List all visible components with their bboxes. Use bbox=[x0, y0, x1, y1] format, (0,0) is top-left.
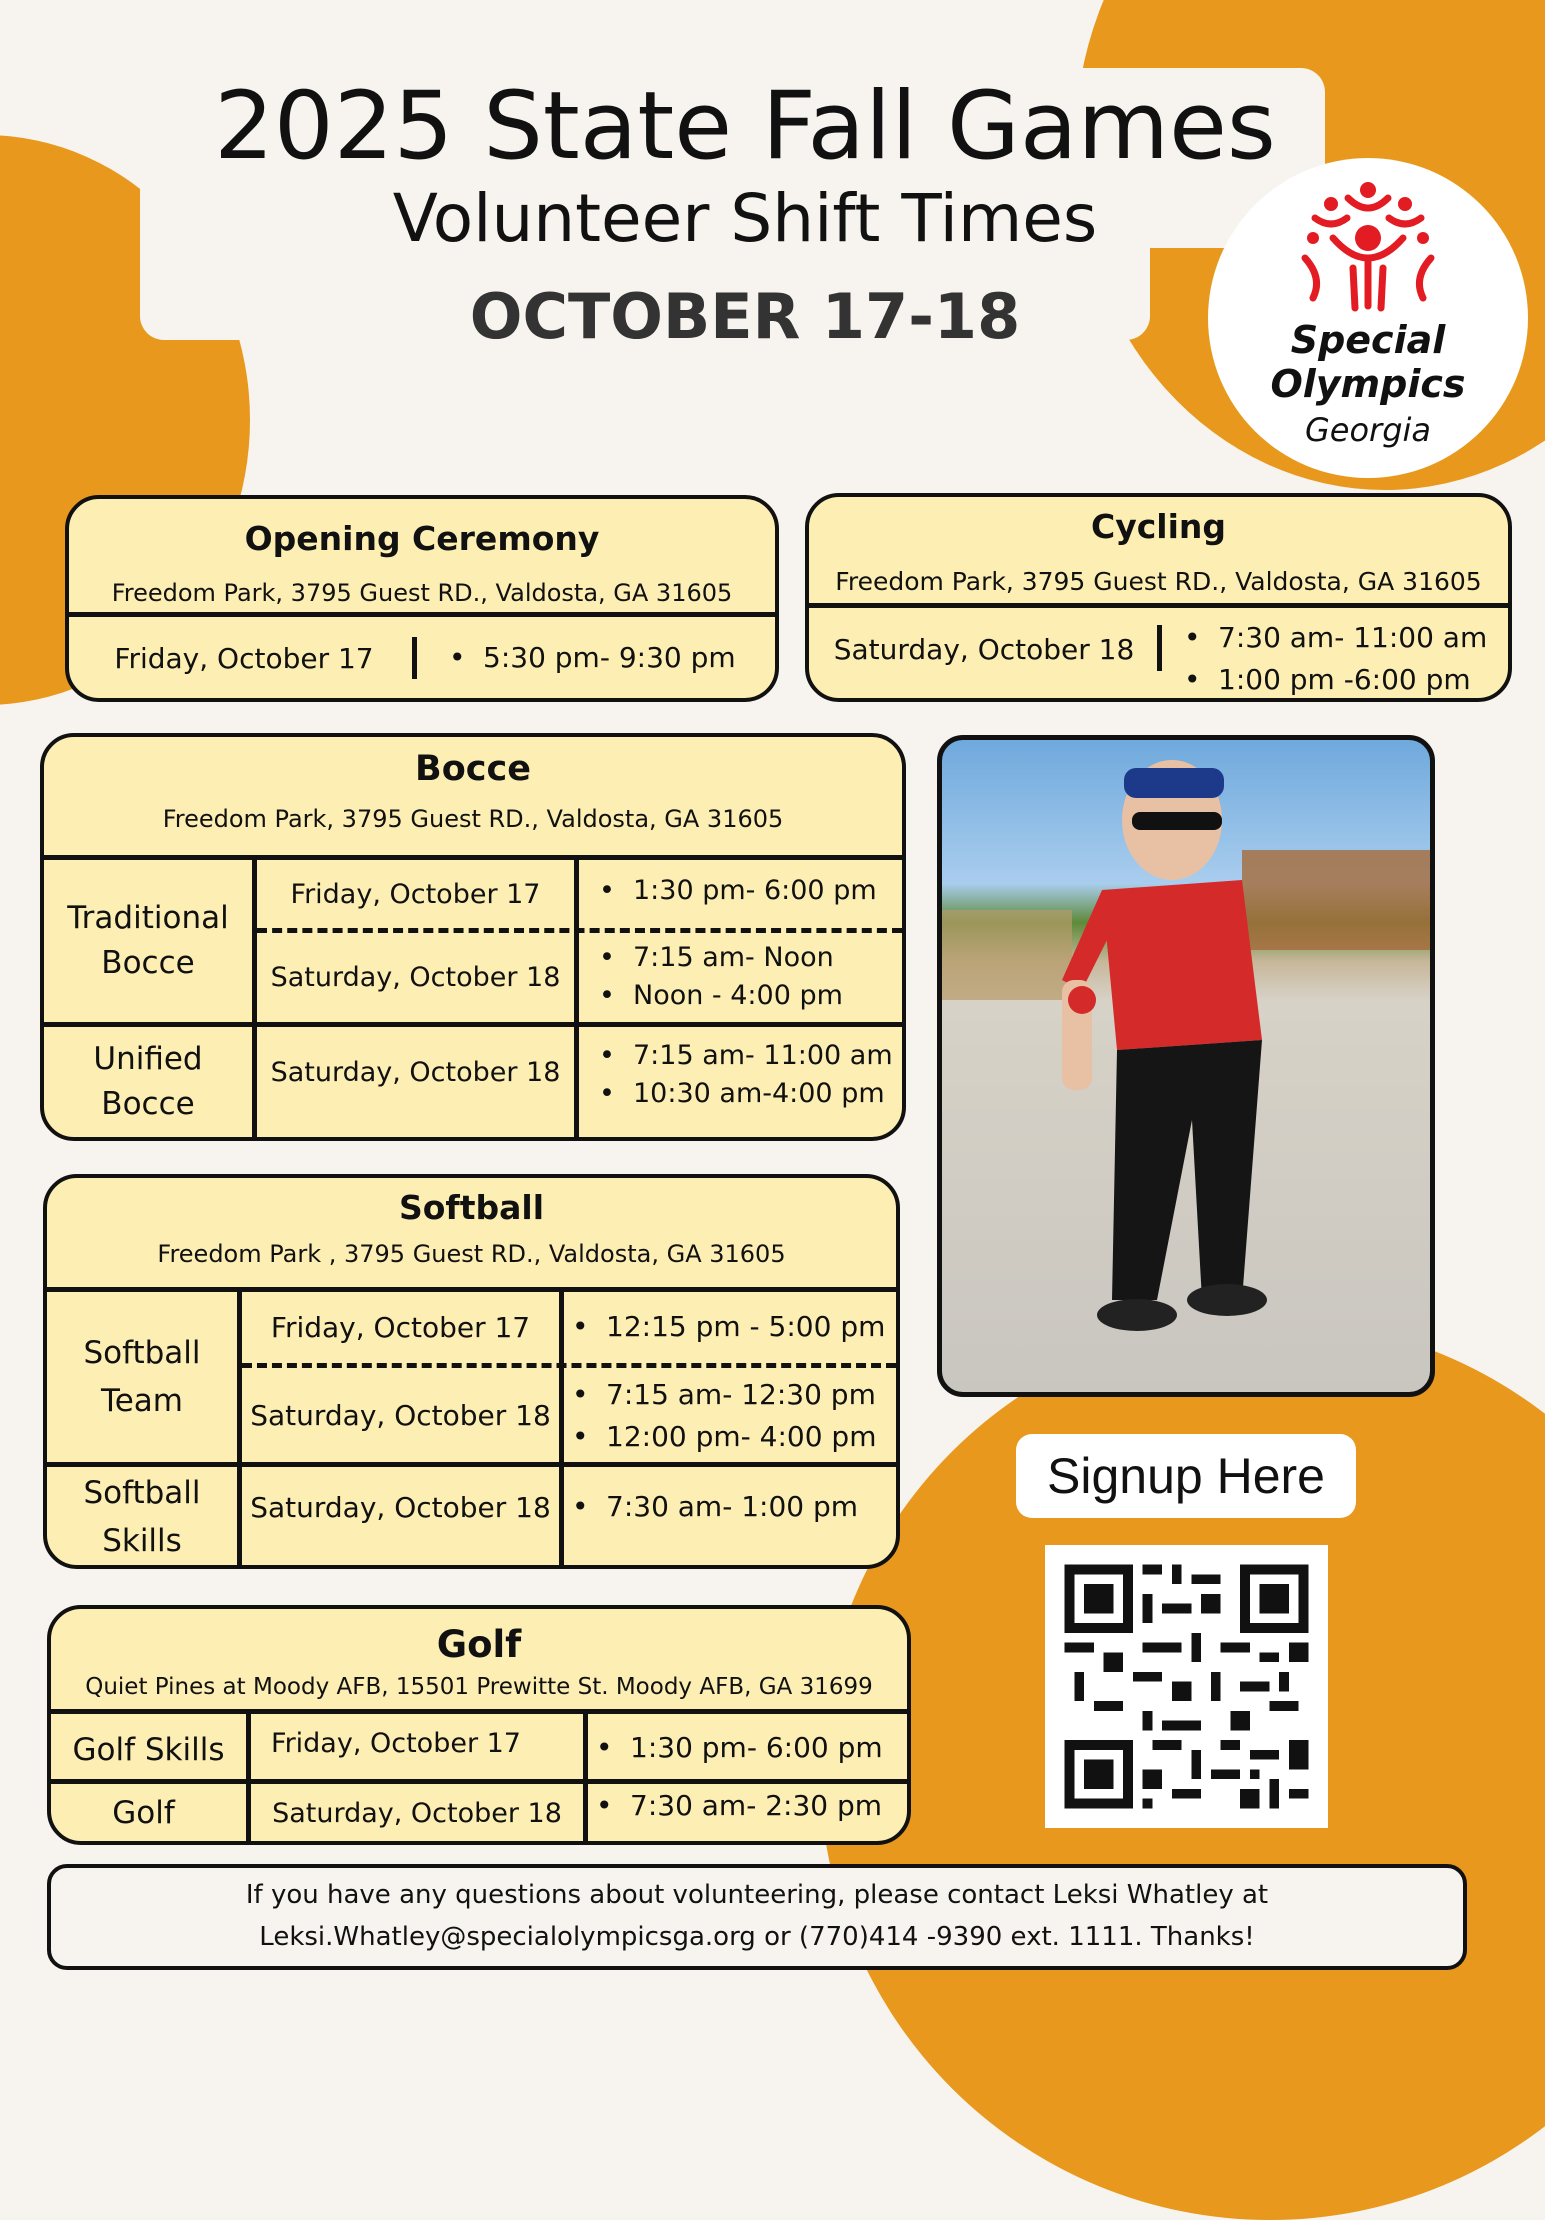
opening-time: • 5:30 pm- 9:30 pm bbox=[449, 641, 736, 674]
golf-address: Quiet Pines at Moody AFB, 15501 Prewitte St. Moody AFB, GA 31699 bbox=[85, 1674, 873, 1700]
golf-day: Saturday, October 18 bbox=[272, 1797, 562, 1829]
cycling-card bbox=[805, 493, 1512, 702]
opening-day-separator bbox=[412, 637, 417, 679]
unified-bocce-saturday-time-1: • 7:15 am- 11:00 am bbox=[599, 1037, 893, 1075]
golf-skills-label: Golf Skills bbox=[72, 1732, 225, 1768]
unified-bocce-saturday-time-2: • 10:30 am-4:00 pm bbox=[599, 1075, 893, 1113]
page-title: 2025 State Fall Games bbox=[214, 72, 1276, 181]
softball-skills-saturday-time: • 7:30 am- 1:00 pm bbox=[572, 1490, 858, 1523]
bocce-card bbox=[40, 733, 906, 1141]
traditional-bocce-friday: Friday, October 17 bbox=[290, 878, 541, 910]
traditional-bocce-saturday-times bbox=[599, 939, 843, 1015]
signup-qr-code[interactable] bbox=[1045, 1545, 1328, 1828]
traditional-bocce-label bbox=[44, 860, 252, 1022]
special-olympics-emblem-icon bbox=[1293, 168, 1443, 318]
traditional-bocce-label-2: Bocce bbox=[101, 945, 195, 981]
bocce-title: Bocce bbox=[415, 749, 531, 789]
softball-skills-label-2: Skills bbox=[102, 1523, 182, 1559]
softball-skills-label bbox=[47, 1467, 237, 1567]
page-subtitle: Volunteer Shift Times bbox=[392, 180, 1098, 257]
golf-col-divider-2 bbox=[583, 1709, 588, 1845]
traditional-bocce-label-1: Traditional bbox=[67, 900, 229, 936]
logo-line-olympics: Olympics bbox=[1270, 362, 1466, 406]
cycling-address: Freedom Park, 3795 Guest RD., Valdosta, GA 31605 bbox=[835, 567, 1482, 596]
softball-skills-saturday: Saturday, October 18 bbox=[250, 1490, 551, 1524]
golf-time: • 7:30 am- 2:30 pm bbox=[596, 1789, 882, 1822]
softball-team-label-1: Softball bbox=[83, 1335, 201, 1371]
softball-team-friday-time: • 12:15 pm - 5:00 pm bbox=[572, 1310, 885, 1343]
unified-bocce-label bbox=[44, 1027, 252, 1137]
event-dates: OCTOBER 17-18 bbox=[469, 280, 1021, 353]
opening-ceremony-title: Opening Ceremony bbox=[244, 519, 600, 558]
bocce-col-divider-2 bbox=[574, 855, 579, 1141]
contact-line-1: If you have any questions about volunteering, please contact Leksi Whatley at bbox=[245, 1880, 1269, 1910]
cycling-divider bbox=[809, 603, 1508, 608]
logo-line-special: Special bbox=[1290, 318, 1446, 362]
opening-day: Friday, October 17 bbox=[114, 641, 374, 675]
cycling-day: Saturday, October 18 bbox=[833, 632, 1135, 666]
athlete-photo bbox=[937, 735, 1435, 1397]
logo-line-georgia: Georgia bbox=[1304, 411, 1432, 449]
golf-skills-times bbox=[596, 1731, 883, 1764]
softball-team-friday-times bbox=[572, 1310, 885, 1343]
qr-code-icon bbox=[1045, 1545, 1328, 1828]
golf-skills-day: Friday, October 17 bbox=[271, 1727, 521, 1759]
softball-team-saturday: Saturday, October 18 bbox=[250, 1398, 551, 1432]
softball-team-saturday-time-1: • 7:15 am- 12:30 pm bbox=[572, 1374, 876, 1416]
softball-card bbox=[43, 1174, 900, 1569]
softball-skills-label-1: Softball bbox=[83, 1475, 201, 1511]
golf-label: Golf bbox=[112, 1795, 175, 1831]
opening-time-list bbox=[449, 641, 736, 674]
special-olympics-logo bbox=[1208, 158, 1528, 478]
cycling-day-separator bbox=[1157, 625, 1162, 671]
golf-times bbox=[596, 1789, 882, 1822]
traditional-bocce-friday-time: • 1:30 pm- 6:00 pm bbox=[599, 875, 877, 906]
athlete-figure-icon bbox=[942, 740, 1435, 1397]
traditional-bocce-saturday-time-2: • Noon - 4:00 pm bbox=[599, 977, 843, 1015]
signup-label: Signup Here bbox=[1016, 1434, 1356, 1518]
unified-bocce-saturday-times bbox=[599, 1037, 893, 1113]
traditional-bocce-saturday: Saturday, October 18 bbox=[270, 962, 561, 993]
softball-title: Softball bbox=[398, 1188, 545, 1227]
cycling-title: Cycling bbox=[1090, 507, 1227, 546]
cycling-time-1: • 7:30 am- 11:00 am bbox=[1184, 617, 1487, 659]
cycling-time-2: • 1:00 pm -6:00 pm bbox=[1184, 659, 1487, 701]
opening-ceremony-card bbox=[65, 495, 779, 702]
traditional-bocce-saturday-time-1: • 7:15 am- Noon bbox=[599, 939, 843, 977]
softball-team-label bbox=[47, 1292, 237, 1462]
golf-skills-time: • 1:30 pm- 6:00 pm bbox=[596, 1731, 883, 1764]
softball-team-saturday-time-2: • 12:00 pm- 4:00 pm bbox=[572, 1416, 876, 1458]
softball-address: Freedom Park , 3795 Guest RD., Valdosta, GA 31605 bbox=[157, 1240, 786, 1268]
golf-title: Golf bbox=[436, 1623, 522, 1666]
unified-bocce-saturday: Saturday, October 18 bbox=[270, 1056, 561, 1088]
unified-bocce-label-1: Unified bbox=[93, 1041, 203, 1077]
softball-team-friday: Friday, October 17 bbox=[270, 1311, 531, 1344]
golf-card bbox=[47, 1605, 911, 1845]
contact-box bbox=[47, 1864, 1467, 1970]
softball-col-divider-2 bbox=[559, 1287, 564, 1569]
opening-divider bbox=[69, 612, 775, 617]
traditional-bocce-friday-times bbox=[599, 875, 877, 906]
opening-ceremony-address: Freedom Park, 3795 Guest RD., Valdosta, GA 31605 bbox=[111, 579, 733, 607]
cycling-time-list bbox=[1184, 617, 1487, 701]
unified-bocce-label-2: Bocce bbox=[101, 1086, 195, 1122]
softball-team-label-2: Team bbox=[101, 1383, 183, 1419]
bocce-address: Freedom Park, 3795 Guest RD., Valdosta, GA 31605 bbox=[162, 805, 784, 833]
softball-team-saturday-times bbox=[572, 1374, 876, 1458]
contact-line-2: Leksi.Whatley@specialolympicsga.org or (770)414 -9390 ext. 1111. Thanks! bbox=[259, 1922, 1255, 1952]
softball-skills-saturday-times bbox=[572, 1490, 858, 1523]
